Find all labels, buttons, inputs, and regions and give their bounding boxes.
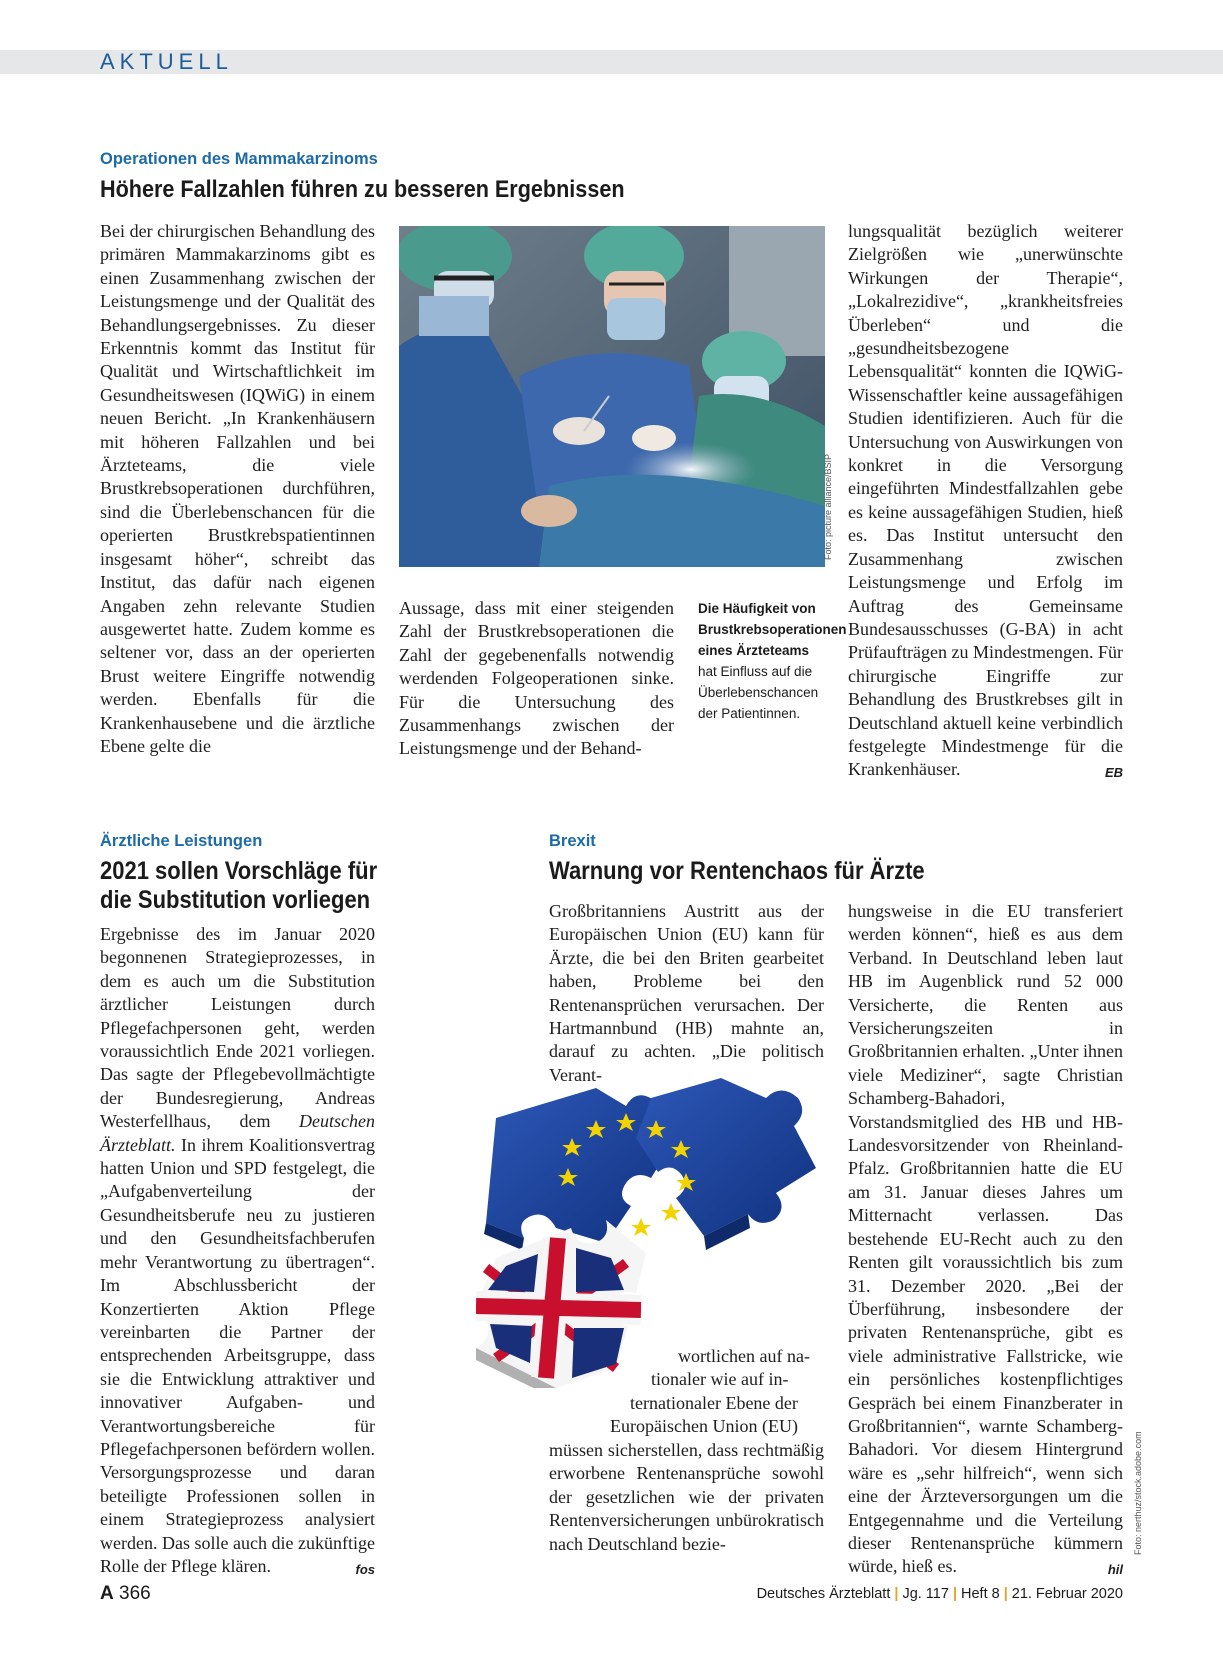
caption-rest: hat Einfluss auf die Überlebenschancen der Patientinnen.	[698, 664, 819, 721]
caption-bold: Die Häufigkeit von Brustkrebsoperationen eines Ärzteteams	[698, 601, 847, 658]
article1-kicker: Operationen des Mammakarzinoms	[100, 150, 378, 168]
article1-signature: EB	[1104, 765, 1123, 781]
article3-col2-text: hungsweise in die EU transferiert werden können“, hieß es aus dem Verband. In Deutschland leben laut HB im Augenblick rund 52 000 Versicherte, die Renten aus Versicherungszeiten in Großbritannien erhalten. „Unter ihnen viele Mediziner“, sagte Christian Schamberg-Bahadori, Vorstandsmitglied des HB und HB-Landesvorsitzender von Rheinland-Pfalz. Großbritannien hatte die EU am 31. Januar dieses Jahres um Mitternacht verlassen. Das bestehende EU-Recht auch zu den Renten gilt voraussichtlich bis zum 31. Dezember 2020. „Bei der Überführung, insbesondere der privaten Rentenansprüche, gibt es viele administrative Fallstricke, wie ein persönliches kostenpflichtiges Gespräch bei einem Finanzberater in Großbritannien“, warnte Schamberg-Bahadori. Vor diesem Hintergrund wäre es „sehr hilfreich“, wenn sich eine der Ärzteversorgungen um die Entgegennahme und die Verteilung dieser Rentenansprüche kümmern würde, hieß es.	[848, 901, 1123, 1577]
surgery-photo	[399, 226, 825, 567]
photo-credit-2: Foto: nerthuz/stock.adobe.com	[1133, 1431, 1143, 1555]
article2-headline-line2: die Substitution vorliegen	[100, 886, 371, 914]
article3-col1-top-text: Großbritanniens Austritt aus der Europäischen Union (EU) kann für Ärzte, die bei den Briten gearbeitet haben, Probleme bei den Rentenansprüchen verursachen. Der Hartmannbund (HB) mahnte an, darauf zu achten. „Die politisch Verant-	[549, 901, 824, 1085]
photo-credit-1: Foto: picture alliance/BSIP	[823, 453, 833, 560]
article2-headline-line1: 2021 sollen Vorschläge für	[100, 857, 378, 885]
journal-date: 21. Februar 2020	[1011, 1586, 1123, 1602]
article2-headline	[100, 857, 377, 915]
wrap-line-1: wortlichen auf na-	[678, 1346, 810, 1366]
article1-headline: Höhere Fallzahlen führen zu besseren Ergebnissen	[100, 176, 625, 203]
article3-column-2	[848, 900, 1123, 1582]
article2-text-b: In ihrem Koalitionsvertrag hatten Union und SPD festgelegt, die „Aufgabenverteilung der Gesundheitsberufe neu zu justieren und den Gesundheitsfachberufen mehr Verantwortung zu übertragen“. Im Abschlussbericht der Konzertierten Aktion Pflege vereinbarten die Partner der entsprechenden Arbeitsgruppe, dass sie die Entwicklung attraktiver und innovativer Aufgaben- und Verantwortungsbereiche für Pflegefachpersonen befördern wollen. Versorgungsprozesse und daran beteiligte Professionen sollen in einem Strategieprozess analysiert werden. Das solle auch die zukünftige Rolle der Pflege klären.	[100, 1134, 375, 1576]
article3-headline: Warnung vor Rentenchaos für Ärzte	[549, 857, 925, 885]
wrap-line-4: Europäischen Union (EU)	[610, 1416, 798, 1437]
page-number	[100, 1583, 151, 1605]
journal-info: Deutsches Ärzteblatt | Jg. 117 | Heft 8 | 21. Februar 2020	[756, 1586, 1123, 1602]
article2-text-a: Ergebnisse des im Januar 2020 begonnenen Strategieprozesses, in dem es auch um die Substitution ärztlicher Leistungen durch Pflegefachpersonen geht, werden voraussichtlich Ende 2021 vorliegen. Das sagte der Pflegebevollmächtigte der Bundesregierung, Andreas Westerfellhaus, dem	[100, 924, 375, 1132]
photo-caption	[698, 598, 847, 724]
article1-col2-text: Aussage, dass mit einer steigenden Zahl der Brustkrebsoperationen die Zahl der gegebenenfalls notwendig werdenden Folgeoperationen sinke. Für die Untersuchung des Zusammenhangs zwischen der Leistungsmenge und der Behand-	[399, 598, 674, 759]
section-label: AKTUELL	[100, 49, 233, 74]
article3-column-1-top	[549, 900, 824, 1087]
article1-col1-text: Bei der chirurgischen Behandlung des primären Mammakarzinoms gibt es einen Zusammenhang zwischen der Leistungsmenge und der Qualität des Behandlungsergebnisses. Zu dieser Erkenntnis kommt das Institut für Qualität und Wirtschaftlichkeit im Gesundheitswesen (IQWiG) in einem neuen Bericht. „In Krankenhäusern mit höheren Fallzahlen und bei Ärzteteams, die viele Brustkrebsoperationen durchführen, sind die Überlebenschancen für die operierten Brustkrebspatientinnen insgesamt höher“, schreibt das Institut, das dafür nach eigenen Angaben zehn relevante Studien ausgewertet hatte. Zudem komme es seltener vor, dass an der operierten Brust weitere Eingriffe notwendig werden. Ebenfalls für die Krankenhausebene und die ärztliche Ebene gelte die	[100, 221, 375, 756]
article1-column-1	[100, 220, 375, 758]
journal-volume: Jg. 117	[902, 1586, 949, 1602]
article2-text-italic: Deutschen Ärzteblatt.	[100, 1111, 375, 1155]
wrap-line-3: ternationaler Ebene der	[630, 1392, 798, 1413]
article3-column-1-bottom	[549, 1439, 824, 1556]
page-number-value: 366	[119, 1583, 151, 1604]
journal-name: Deutsches Ärzteblatt	[756, 1586, 891, 1602]
wrap-line-2: tionaler wie auf in-	[651, 1369, 789, 1390]
article3-column-1-wrap	[549, 1345, 824, 1439]
article2-signature: fos	[355, 1561, 375, 1577]
article2-column	[100, 923, 375, 1581]
article3-col1-bottom-text: müssen sicherstellen, dass rechtmäßig erworbene Rentenansprüche sowohl der gesetzlichen wie der privaten Rentenversicherungen unbürokratisch nach Deutschland bezie-	[549, 1440, 824, 1554]
page-prefix: A	[100, 1583, 114, 1604]
eu-uk-puzzle-image	[476, 1078, 831, 1388]
article3-signature: hil	[1107, 1562, 1123, 1578]
article2-kicker: Ärztliche Leistungen	[100, 832, 263, 850]
article3-kicker: Brexit	[549, 832, 596, 850]
article1-column-2	[399, 597, 674, 761]
journal-issue: Heft 8	[961, 1586, 1000, 1602]
article1-col3-text: lungsqualität bezüglich weiterer Zielgrößen wie „unerwünschte Wirkungen der Therapie“, „Lokalrezidive“, „krankheitsfreies Überleben“ und die „gesundheitsbezogene Lebensqualität“ konnten die IQWiG-Wissenschaftler keine aussagefähigen Studien identifizieren. Auch für die Untersuchung von Auswirkungen von konkret in die Versorgung eingeführten Mindestfallzahlen gebe es keine aussagefähigen Studien, hieß es. Das Institut untersucht den Zusammenhang zwischen Leistungsmenge und Erfolg im Auftrag des Gemeinsame Bundesausschusses (G-BA) in acht Prüfaufträgen zu Mindestmengen. Für chirurgische Eingriffe zur Behandlung des Brustkrebses gilt in Deutschland aktuell keine verbindlich festgelegte Mindestmenge für die Krankenhäuser.	[848, 221, 1123, 780]
article1-column-3	[848, 220, 1123, 785]
